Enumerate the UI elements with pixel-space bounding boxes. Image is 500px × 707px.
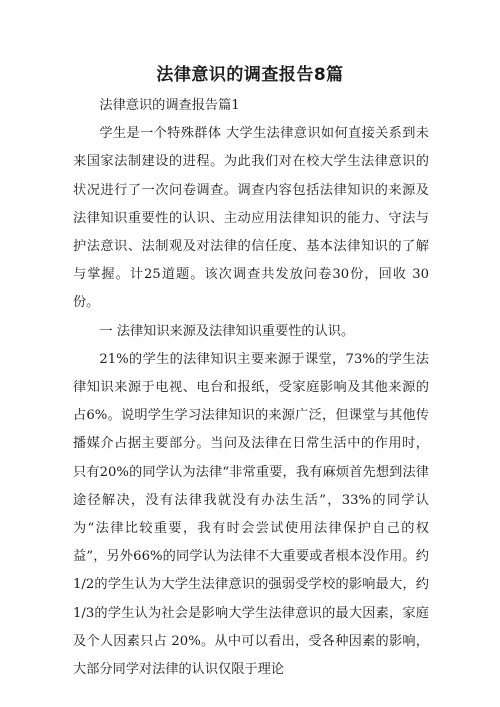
- body-paragraph-intro: 学生是一个特殊群体 大学生法律意识如何直接关系到未来国家法制建设的进程。为此我们对在校大学生法律意识的状况进行了一次问卷调查。调查内容包括法律知识的来源及法律知识重要性的认识、主动应用法律知识的能力、守法与护法意识、法制观及对法律的信任度、基本法律知识的了解与掌握。计25道题。该次调查共发放问卷30份，回收 30份。: [73, 126, 429, 311]
- document-body: [73, 92, 429, 684]
- subsection-heading: 一 法律知识来源及法律知识重要性的认识。: [99, 323, 355, 339]
- document-title: 法律意识的调查报告8篇: [156, 65, 344, 85]
- section-heading: 法律意识的调查报告篇1: [99, 98, 240, 113]
- body-paragraph-findings: 21%的学生的法律知识主要来源于课堂，73%的学生法律知识来源于电视、电台和报纸，受家庭影响及其他来源的占6%。说明学生学习法律知识的来源广泛，但课堂与其他传播媒介占据主要部分。当问及法律在日常生活中的作用时，只有20%的同学认为法律“非常重要，我有麻烦首先想到法律途径解决，没有法律我就没有办法生活”，33%的同学认为“法律比较重要，我有时会尝试使用法律保护自己的权益”，另外66%的同学认为法律不大重要或者根本没作用。约1/2的学生认为大学生法律意识的强弱受学校的影响最大，约1/3的学生认为社会是影响大学生法律意识的最大因素，家庭及个人因素只占 20%。从中可以看出，受各种因素的影响，大部分同学对法律的认识仅限于理论: [73, 351, 429, 678]
